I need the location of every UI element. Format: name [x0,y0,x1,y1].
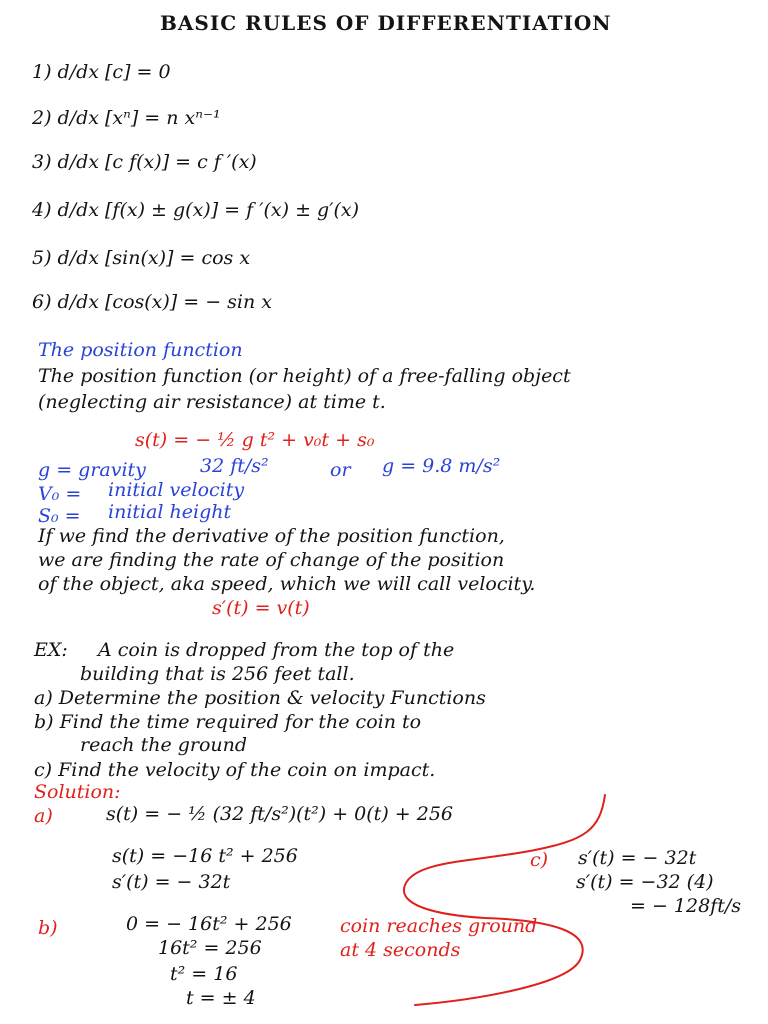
solution-a-line-2: s(t) = −16 t² + 256 [112,845,298,867]
solution-label: Solution: [34,781,121,803]
example-part-c: c) Find the velocity of the coin on impact. [34,759,436,781]
rule-6: 6) d/dx [cos(x)] = − sin x [32,291,272,313]
gravity-alt: g = 9.8 m/s² [382,455,501,477]
solution-b-note-1: coin reaches ground [340,915,538,937]
solution-b-line-3: t² = 16 [170,963,238,985]
example-label: EX: [34,639,68,661]
page-title: BASIC RULES OF DIFFERENTIATION [160,11,612,35]
gravity-or: or [330,459,351,481]
position-line-1: The position function (or height) of a free-falling object [38,365,571,387]
rule-1: 1) d/dx [c] = 0 [32,61,171,83]
solution-a-line-3: s′(t) = − 32t [112,871,231,893]
solution-b-label: b) [38,917,58,939]
v0-description: initial velocity [108,479,245,501]
solution-b-line-4: t = ± 4 [186,987,256,1009]
derivative-line-3: of the object, aka speed, which we will call velocity. [38,573,536,595]
gravity-label: g = gravity [38,459,146,481]
example-line-2: building that is 256 feet tall. [80,663,355,685]
derivative-line-1: If we find the derivative of the position function, [38,525,505,547]
position-line-2: (neglecting air resistance) at time t. [38,391,386,413]
solution-c-line-1: s′(t) = − 32t [578,847,697,869]
example-part-b-cont: reach the ground [80,734,248,756]
solution-b-line-1: 0 = − 16t² + 256 [126,913,292,935]
solution-b-line-2: 16t² = 256 [158,937,262,959]
example-part-a: a) Determine the position & velocity Functions [34,687,486,709]
position-heading: The position function [38,339,243,361]
velocity-formula: s′(t) = v(t) [212,597,310,619]
v0-label: V₀ = [38,483,82,505]
position-formula: s(t) = − ½ g t² + v₀t + s₀ [135,429,375,451]
red-divider-curve [395,790,615,1015]
solution-a-line-1: s(t) = − ½ (32 ft/s²)(t²) + 0(t) + 256 [106,803,453,825]
rule-5: 5) d/dx [sin(x)] = cos x [32,247,251,269]
gravity-value: 32 ft/s² [200,455,269,477]
solution-a-label: a) [34,805,53,827]
s0-label: S₀ = [38,505,81,527]
example-part-b: b) Find the time required for the coin to [34,711,422,733]
s0-description: initial height [108,501,232,523]
derivative-line-2: we are finding the rate of change of the position [38,549,505,571]
solution-c-label: c) [530,849,549,871]
rule-4: 4) d/dx [f(x) ± g(x)] = f ′(x) ± g′(x) [32,199,360,221]
rule-2: 2) d/dx [xⁿ] = n xⁿ⁻¹ [32,107,221,129]
solution-c-line-2: s′(t) = −32 (4) [576,871,714,893]
example-line-1: A coin is dropped from the top of the [98,639,455,661]
rule-3: 3) d/dx [c f(x)] = c f ′(x) [32,151,257,173]
solution-b-note-2: at 4 seconds [340,939,461,961]
solution-c-line-3: = − 128ft/s [630,895,742,917]
